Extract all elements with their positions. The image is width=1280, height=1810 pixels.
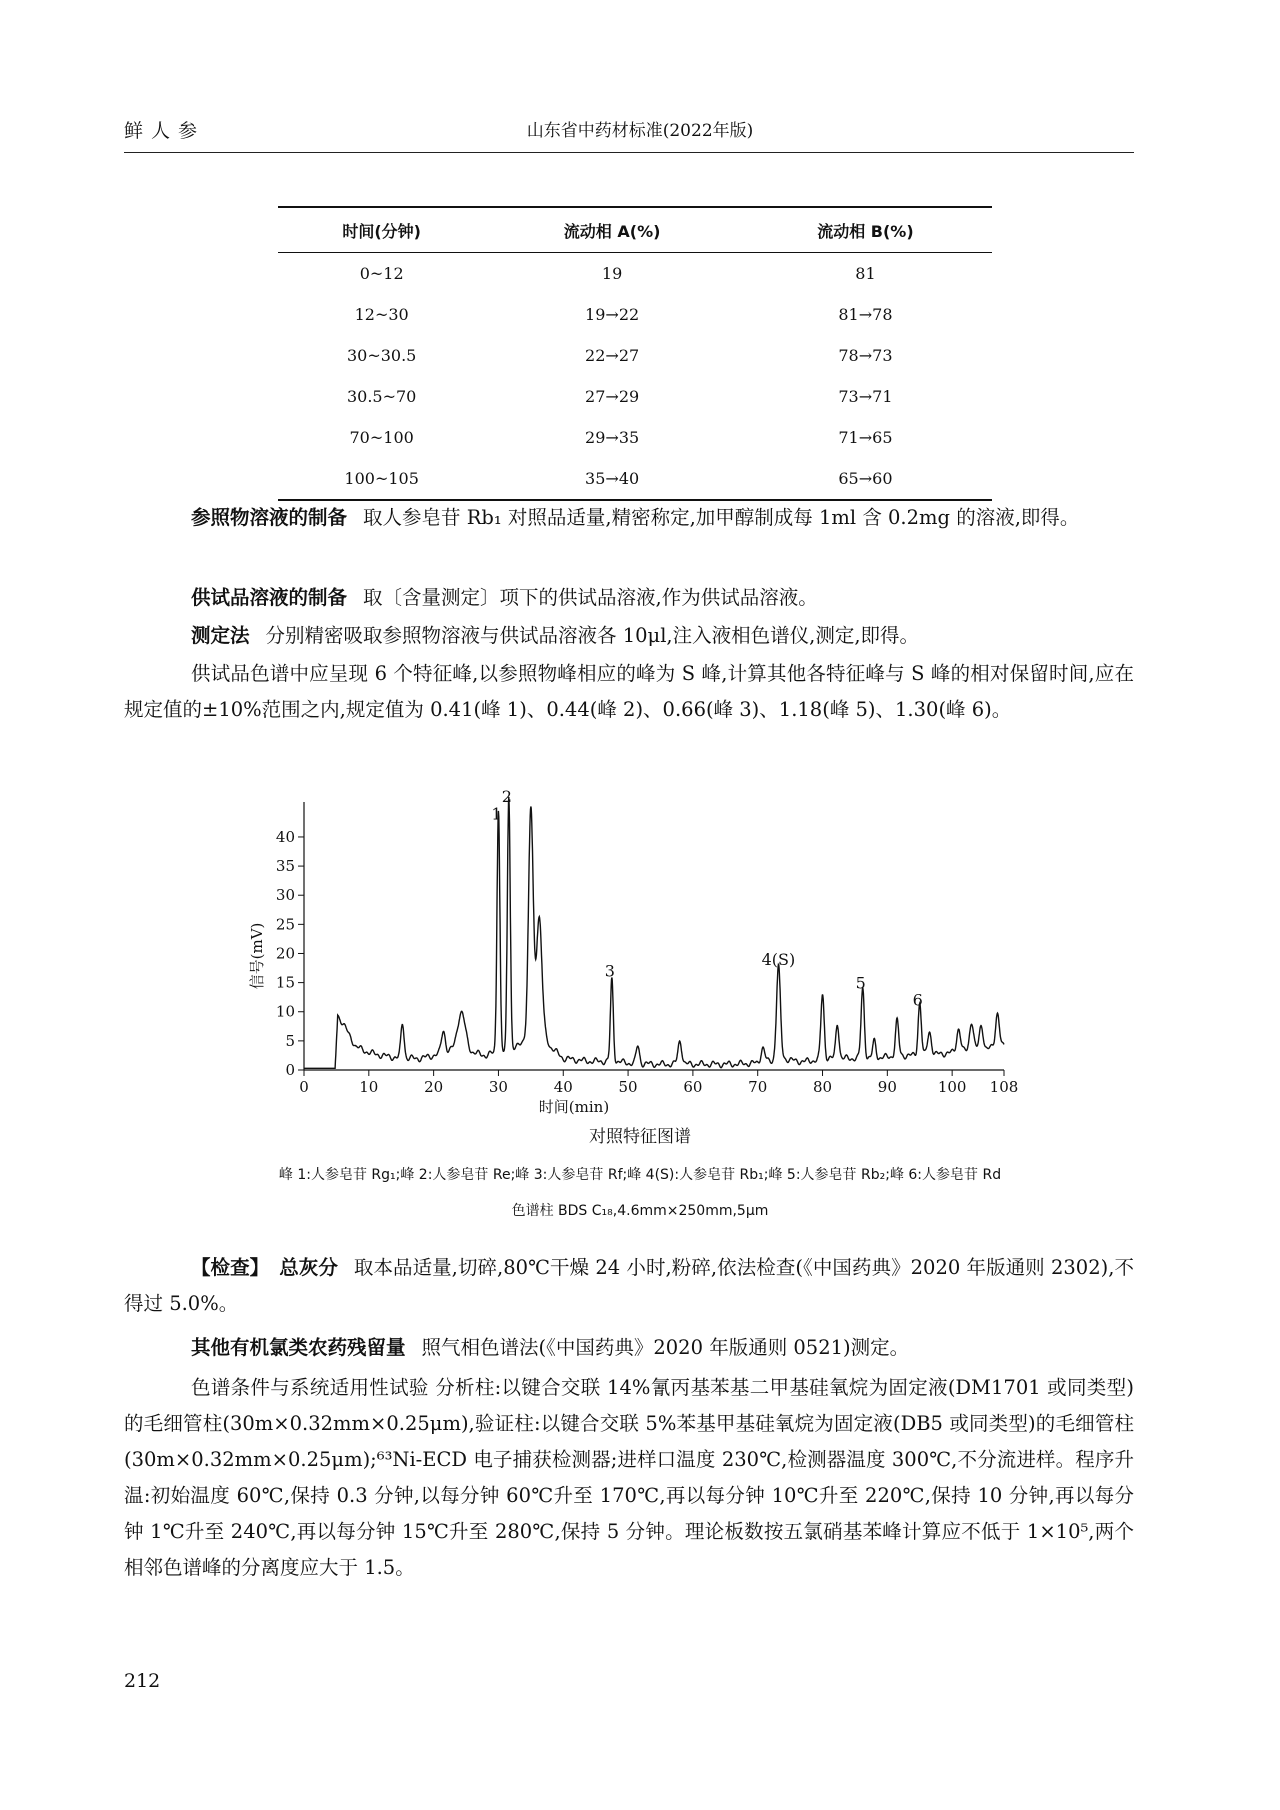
peak-label: 5 xyxy=(855,973,866,993)
x-tick-label: 70 xyxy=(748,1078,768,1096)
table-cell: 71→65 xyxy=(838,428,893,447)
table-cell: 70~100 xyxy=(349,428,414,447)
table-cell: 73→71 xyxy=(838,387,893,406)
paragraph-gc-conditions xyxy=(124,1370,1134,1586)
method-text: 分别精密吸取参照物溶液与供试品溶液各 10μl,注入液相色谱仪,测定,即得。 xyxy=(265,624,920,647)
x-tick-label: 108 xyxy=(989,1078,1019,1096)
table-cell: 65→60 xyxy=(739,458,992,500)
y-axis-label: 信号(mV) xyxy=(248,922,266,990)
paragraph-result xyxy=(124,656,1134,728)
table-cell: 22→27 xyxy=(585,346,640,365)
table-cell: 81→78 xyxy=(838,305,893,324)
gradient-table xyxy=(278,206,992,501)
x-tick-label: 30 xyxy=(488,1078,508,1096)
check-section-label: 【检查】 xyxy=(191,1256,270,1279)
table-cell: 100~105 xyxy=(278,458,485,500)
paragraph-reference-solution xyxy=(124,500,1134,536)
table-cell: 29→35 xyxy=(585,428,640,447)
x-tick-label: 80 xyxy=(812,1078,833,1096)
table-header-a: 流动相 A(%) xyxy=(485,207,739,253)
y-tick-label: 20 xyxy=(275,944,295,963)
table-cell: 30.5~70 xyxy=(346,387,417,406)
x-axis-label: 时间(min) xyxy=(538,1098,610,1116)
table-cell: 27→29 xyxy=(585,387,640,406)
table-cell: 30~30.5 xyxy=(346,346,417,365)
y-tick-label: 30 xyxy=(275,886,295,905)
y-tick-label: 5 xyxy=(285,1031,295,1050)
x-tick-label: 50 xyxy=(618,1078,638,1096)
paragraph-sample-solution xyxy=(124,580,1134,616)
reference-solution-label: 参照物溶液的制备 xyxy=(191,506,348,529)
sample-solution-text: 取〔含量测定〕项下的供试品溶液,作为供试品溶液。 xyxy=(363,586,818,609)
header-rule xyxy=(124,152,1134,153)
x-tick-label: 0 xyxy=(299,1078,309,1096)
table-header-time: 时间(分钟) xyxy=(278,207,485,253)
x-tick-label: 100 xyxy=(937,1078,967,1096)
y-tick-label: 40 xyxy=(275,827,295,846)
x-tick-label: 40 xyxy=(553,1078,573,1096)
peak-label: 2 xyxy=(501,786,512,806)
x-tick-label: 90 xyxy=(877,1078,897,1096)
y-tick-label: 35 xyxy=(275,857,295,876)
chromatogram-trace xyxy=(304,797,1004,1068)
chart-labels xyxy=(491,787,922,1010)
reference-solution-text: 取人参皂苷 Rb₁ 对照品适量,精密称定,加甲醇制成每 1ml 含 0.2mg 的溶液,即得。 xyxy=(363,506,1080,529)
x-tick-label: 10 xyxy=(359,1078,379,1096)
peak-label: 6 xyxy=(912,990,923,1010)
y-tick-label: 10 xyxy=(275,1002,295,1021)
ash-text: 取本品适量,切碎,80℃干燥 24 小时,粉碎,依法检查(《中国药典》2020 年版通则 2302),不得过 5.0%。 xyxy=(124,1256,1134,1315)
table-cell: 12~30 xyxy=(354,305,409,324)
table-cell: 81 xyxy=(855,264,876,283)
gc-conditions-text: 色谱条件与系统适用性试验 分析柱:以键合交联 14%氰丙基苯基二甲基硅氧烷为固定液(DM1701 或同类型)的毛细管柱(30m×0.32mm×0.25μm),验证柱:以键合交联 5%苯基甲基硅氧烷为固定液(DB5 或同类型)的毛细管柱(30m×0.32mm×0.25μm);⁶³Ni-ECD 电子捕获检测器;进样口温度 230℃,检测器温度 300℃,不分流进样。程序升温:初始温度 60℃,保持 0.3 分钟,以每分钟 60℃升至 170℃,再以每分钟 10℃升至 220℃,保持 10 分钟,再以每分钟 1℃升至 240℃,再以每分钟 15℃升至 280℃,保持 5 分钟。理论板数按五氯硝基苯峰计算应不低于 1×10⁵,两个相邻色谱峰的分离度应大于 1.5。 xyxy=(124,1376,1134,1579)
result-text: 供试品色谱中应呈现 6 个特征峰,以参照物峰相应的峰为 S 峰,计算其他各特征峰与 S 峰的相对保留时间,应在规定值的±10%范围之内,规定值为 0.41(峰 1)、0.44(峰 2)、0.66(峰 3)、1.18(峰 5)、1.30(峰 6)。 xyxy=(124,662,1134,721)
peak-label: 4(S) xyxy=(761,949,796,969)
pesticide-label: 其他有机氯类农药残留量 xyxy=(191,1336,406,1359)
figure-column-info: 色谱柱 BDS C₁₈,4.6mm×250mm,5μm xyxy=(511,1203,769,1219)
running-header-book: 山东省中药材标准(2022年版) xyxy=(526,121,754,141)
pesticide-text: 照气相色谱法(《中国药典》2020 年版通则 0521)测定。 xyxy=(421,1336,910,1359)
paragraph-ash xyxy=(124,1250,1134,1322)
peak-label: 1 xyxy=(491,804,502,824)
chart-axes xyxy=(248,802,1018,1116)
table-row xyxy=(278,376,992,417)
y-tick-label: 15 xyxy=(275,973,295,992)
table-row xyxy=(278,458,992,500)
y-tick-label: 25 xyxy=(275,915,295,934)
x-tick-label: 20 xyxy=(424,1078,444,1096)
table-row xyxy=(278,417,992,458)
running-header-title: 鲜人参 xyxy=(124,120,206,142)
table-row xyxy=(278,335,992,376)
paragraph-method xyxy=(124,618,1134,654)
table-cell: 19→22 xyxy=(585,305,640,324)
ash-label: 总灰分 xyxy=(279,1256,338,1279)
peak-label: 3 xyxy=(604,961,615,981)
figure-title: 对照特征图谱 xyxy=(589,1127,691,1147)
table-cell: 19 xyxy=(601,264,623,283)
page-number: 212 xyxy=(124,1670,161,1692)
sample-solution-label: 供试品溶液的制备 xyxy=(191,586,348,609)
table-row xyxy=(278,294,992,335)
table-cell: 0~12 xyxy=(359,264,404,283)
y-tick-label: 0 xyxy=(285,1061,295,1079)
table-cell: 78→73 xyxy=(838,346,893,365)
table-header-b: 流动相 B(%) xyxy=(739,207,992,253)
table-cell: 35→40 xyxy=(485,458,739,500)
paragraph-pesticide xyxy=(124,1330,1134,1366)
x-tick-label: 60 xyxy=(683,1078,703,1096)
method-label: 测定法 xyxy=(191,624,250,647)
chromatogram-chart xyxy=(240,786,1040,1116)
figure-peak-legend: 峰 1:人参皂苷 Rg₁;峰 2:人参皂苷 Re;峰 3:人参皂苷 Rf;峰 4(S):人参皂苷 Rb₁;峰 5:人参皂苷 Rb₂;峰 6:人参皂苷 Rd xyxy=(278,1167,1002,1183)
table-row xyxy=(278,253,992,295)
